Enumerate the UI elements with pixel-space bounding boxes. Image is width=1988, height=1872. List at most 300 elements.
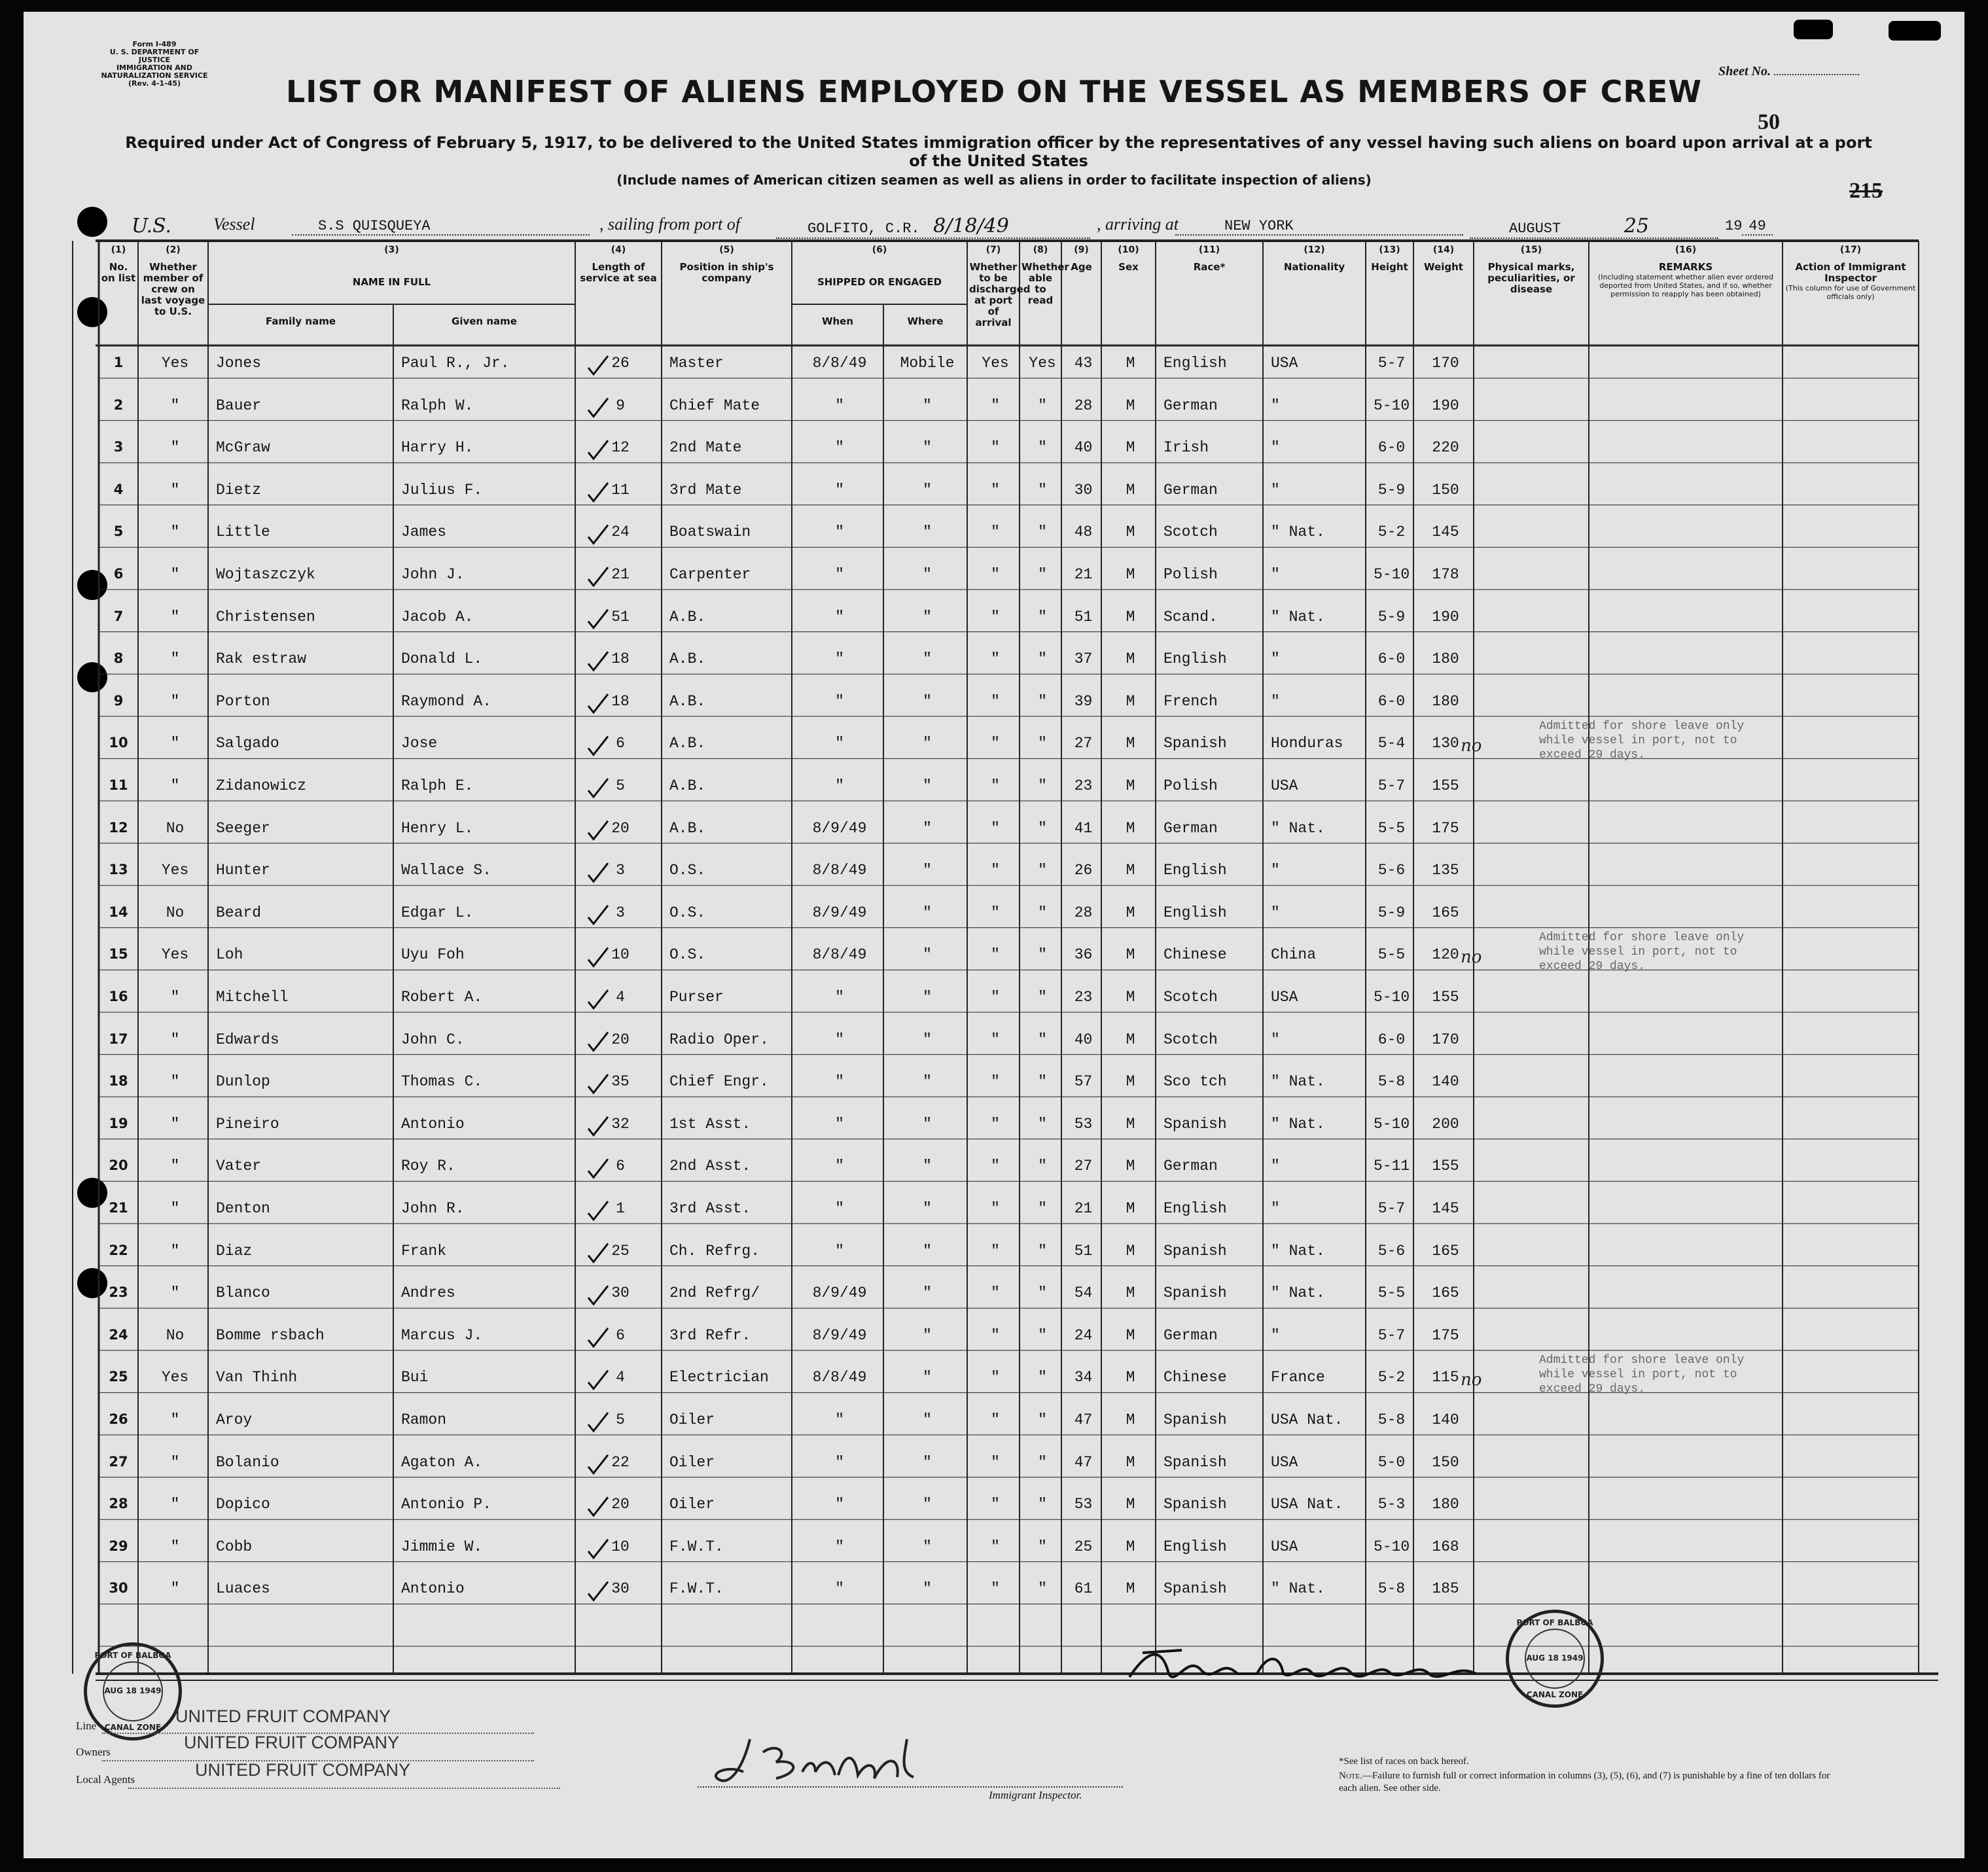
cell-family: Mitchell	[216, 989, 289, 1006]
cell-service: 18	[611, 650, 630, 668]
cell-read: "	[1038, 819, 1047, 837]
cell-race: Spanish	[1163, 1453, 1227, 1471]
cell-nationality: "	[1271, 481, 1280, 499]
cell-height: 5-9	[1377, 481, 1406, 499]
line-company: UNITED FRUIT COMPANY	[175, 1706, 391, 1726]
cell-read: "	[1038, 397, 1047, 414]
cell-weight: 115	[1432, 1369, 1459, 1386]
cell-position: Chief Mate	[669, 397, 760, 414]
cell-age: 24	[1074, 1326, 1093, 1344]
cell-voyage: "	[170, 1453, 180, 1471]
master-signature	[1123, 1641, 1489, 1693]
cell-position: A.B.	[669, 692, 706, 710]
cell-discharged: "	[991, 397, 1000, 414]
cell-sex: M	[1126, 946, 1135, 964]
cell-sex: M	[1126, 735, 1135, 752]
inspector-rule	[698, 1786, 1123, 1788]
cell-weight: 168	[1432, 1538, 1459, 1555]
cell-sex: M	[1126, 1411, 1135, 1428]
column-header: SHIPPED OR ENGAGED	[817, 276, 942, 288]
agents-company: UNITED FRUIT COMPANY	[195, 1760, 411, 1780]
cell-where: "	[923, 1031, 932, 1048]
cell-position: 1st Asst.	[669, 1115, 751, 1133]
year-prefix: 19	[1725, 218, 1743, 234]
cell-read: "	[1038, 650, 1047, 668]
cell-service: 10	[611, 946, 630, 964]
cell-weight: 150	[1432, 481, 1459, 499]
cell-family: Christensen	[216, 608, 315, 626]
cell-where: "	[923, 650, 932, 668]
cell-discharged: "	[991, 1200, 1000, 1217]
cell-when: 8/9/49	[812, 1326, 867, 1344]
cell-when: 8/8/49	[812, 1369, 867, 1386]
cell-weight: 200	[1432, 1115, 1459, 1133]
cell-height: 5-4	[1377, 735, 1406, 752]
cell-nationality: "	[1271, 862, 1280, 879]
cell-sex: M	[1126, 1284, 1135, 1302]
cell-age: 23	[1074, 989, 1093, 1006]
cell-read: "	[1038, 1115, 1047, 1133]
cell-family: Rak estraw	[216, 650, 307, 668]
cell-weight: 130	[1432, 735, 1459, 752]
remark-text: Admitted for shore leave only while vessel in port, not to exceed 29 days.	[1539, 720, 1745, 762]
cell-race: English	[1163, 355, 1227, 372]
cell-race: English	[1163, 650, 1227, 668]
cell-discharged: "	[991, 692, 1000, 710]
column-number: (7)	[985, 245, 1001, 255]
cell-given: Raymond A.	[401, 692, 492, 710]
cell-when: "	[835, 692, 844, 710]
cell-family: Jones	[216, 355, 262, 372]
cell-race: Polish	[1163, 566, 1218, 583]
cell-sex: M	[1126, 1073, 1135, 1091]
cell-read: "	[1038, 1496, 1047, 1513]
cell-position: Electrician	[669, 1369, 769, 1386]
cell-where: "	[923, 819, 932, 837]
cell-where: "	[923, 1326, 932, 1344]
cell-voyage: "	[170, 566, 180, 583]
cell-service: 9	[616, 397, 625, 414]
cell-family: Hunter	[216, 862, 270, 879]
cell-position: O.S.	[669, 862, 706, 879]
cell-sex: M	[1126, 904, 1135, 921]
cell-voyage: No	[166, 1326, 185, 1344]
cell-position: F.W.T.	[669, 1580, 724, 1598]
cell-voyage: Yes	[161, 946, 189, 964]
cell-race: Spanish	[1163, 1115, 1227, 1133]
cell-where: "	[923, 1242, 932, 1260]
cell-discharged: "	[991, 1284, 1000, 1302]
cell-service: 10	[611, 1538, 630, 1555]
cell-service: 30	[611, 1580, 630, 1598]
cell-read: "	[1038, 1284, 1047, 1302]
cell-race: Spanish	[1163, 1411, 1227, 1428]
column-header-note: (Including statement whether alien ever ordered deported from United States, and if so, whether permission to reapply has been obtained)	[1597, 273, 1773, 298]
cell-when: "	[835, 397, 844, 414]
cell-family: Luaces	[216, 1580, 270, 1598]
cell-nationality: "	[1271, 904, 1280, 921]
year-suffix: 49	[1742, 218, 1772, 236]
cell-service: 18	[611, 692, 630, 710]
cell-where: "	[923, 397, 932, 414]
cell-sex: M	[1126, 566, 1135, 583]
cell-sex: M	[1126, 439, 1135, 457]
cell-nationality: USA Nat.	[1271, 1411, 1343, 1428]
column-header: Nationality	[1283, 261, 1345, 273]
service-name: IMMIGRATION AND NATURALIZATION SERVICE	[101, 63, 208, 80]
cell-weight: 140	[1432, 1411, 1459, 1428]
cell-where: "	[923, 566, 932, 583]
row-number: 28	[109, 1496, 128, 1512]
column-number: (15)	[1520, 245, 1542, 255]
cell-height: 5-8	[1377, 1073, 1406, 1091]
cell-sex: M	[1126, 397, 1135, 414]
cell-given: Bui	[401, 1369, 429, 1386]
cell-nationality: "	[1271, 692, 1280, 710]
cell-read: "	[1038, 608, 1047, 626]
cell-when: "	[835, 1031, 844, 1048]
cell-read: "	[1038, 566, 1047, 583]
cell-nationality: "	[1271, 397, 1280, 414]
cell-height: 5-6	[1377, 1242, 1406, 1260]
arriving-label: , arriving at	[1097, 215, 1179, 234]
cell-discharged: "	[991, 1157, 1000, 1175]
cell-given: Uyu Foh	[401, 946, 465, 964]
cell-read: Yes	[1029, 355, 1056, 372]
cell-service: 22	[611, 1453, 630, 1471]
cell-sex: M	[1126, 989, 1135, 1006]
cell-height: 5-7	[1377, 1326, 1406, 1344]
cell-service: 6	[616, 735, 625, 752]
cell-nationality: " Nat.	[1271, 1073, 1325, 1091]
cell-family: Seeger	[216, 819, 270, 837]
column-number: (2)	[166, 245, 181, 255]
cell-weight: 165	[1432, 1284, 1459, 1302]
cell-where: "	[923, 1115, 932, 1133]
sheet-number: 50	[1758, 110, 1780, 134]
manifest-document	[24, 12, 1964, 1858]
cell-read: "	[1038, 989, 1047, 1006]
cell-sex: M	[1126, 1242, 1135, 1260]
cell-given: Andres	[401, 1284, 455, 1302]
cell-family: Cobb	[216, 1538, 253, 1555]
row-number: 29	[109, 1538, 128, 1554]
cell-when: "	[835, 608, 844, 626]
cell-family: Aroy	[216, 1411, 253, 1428]
cell-weight: 170	[1432, 355, 1459, 372]
cell-sex: M	[1126, 481, 1135, 499]
cell-read: "	[1038, 1538, 1047, 1555]
cell-read: "	[1038, 1157, 1047, 1175]
cell-when: "	[835, 566, 844, 583]
cell-age: 40	[1074, 439, 1093, 457]
column-number: (16)	[1675, 245, 1697, 255]
cell-voyage: "	[170, 1284, 180, 1302]
cell-read: "	[1038, 1200, 1047, 1217]
cell-discharged: "	[991, 1453, 1000, 1471]
cell-family: Loh	[216, 946, 243, 964]
cell-read: "	[1038, 523, 1047, 541]
cell-race: German	[1163, 1157, 1218, 1175]
cell-position: 2nd Refrg/	[669, 1284, 760, 1302]
cell-service: 20	[611, 1031, 630, 1048]
cell-race: Irish	[1163, 439, 1209, 457]
cell-weight: 180	[1432, 692, 1459, 710]
cell-discharged: "	[991, 1115, 1000, 1133]
cell-family: Dopico	[216, 1496, 270, 1513]
cell-voyage: "	[170, 777, 180, 794]
cell-given: Antonio	[401, 1580, 465, 1598]
cell-when: "	[835, 1157, 844, 1175]
cell-when: "	[835, 1411, 844, 1428]
cell-where: "	[923, 692, 932, 710]
cell-position: Ch. Refrg.	[669, 1242, 760, 1260]
cell-given: Agaton A.	[401, 1453, 483, 1471]
cell-read: "	[1038, 1242, 1047, 1260]
row-number: 24	[109, 1326, 128, 1343]
cell-weight: 190	[1432, 397, 1459, 414]
revision: (Rev. 4-1-45)	[128, 79, 181, 88]
cell-position: Boatswain	[669, 523, 751, 541]
column-header: Whether member of crew on last voyage to U.S.	[141, 261, 205, 317]
cell-age: 47	[1074, 1453, 1093, 1471]
cell-weight: 178	[1432, 566, 1459, 583]
cell-service: 1	[616, 1200, 625, 1217]
remark-text: Admitted for shore leave only while vessel in port, not to exceed 29 days.	[1539, 1354, 1745, 1396]
cell-where: "	[923, 1157, 932, 1175]
cell-discharged: "	[991, 1496, 1000, 1513]
cell-weight: 180	[1432, 1496, 1459, 1513]
cell-given: Ralph W.	[401, 397, 474, 414]
cell-age: 21	[1074, 566, 1093, 583]
cell-where: Mobile	[900, 355, 955, 372]
cell-age: 51	[1074, 608, 1093, 626]
cell-age: 53	[1074, 1496, 1093, 1513]
cell-position: A.B.	[669, 819, 706, 837]
cell-position: F.W.T.	[669, 1538, 724, 1555]
port-balboa-stamp-right: PORT OF BALBOA AUG 18 1949 CANAL ZONE	[1506, 1610, 1604, 1708]
cell-where: "	[923, 1369, 932, 1386]
cell-where: "	[923, 1073, 932, 1091]
cell-weight: 155	[1432, 1157, 1459, 1175]
cell-race: Chinese	[1163, 946, 1227, 964]
cell-discharged: "	[991, 946, 1000, 964]
cell-discharged: "	[991, 1031, 1000, 1048]
cell-when: "	[835, 523, 844, 541]
cell-voyage: Yes	[161, 1369, 189, 1386]
cell-service: 20	[611, 819, 630, 837]
owners-label: Owners	[76, 1746, 111, 1758]
cell-nationality: USA	[1271, 989, 1298, 1006]
cell-given: Ralph E.	[401, 777, 474, 794]
cell-weight: 140	[1432, 1073, 1459, 1091]
cell-race: Scotch	[1163, 989, 1218, 1006]
cell-voyage: "	[170, 608, 180, 626]
cell-race: English	[1163, 862, 1227, 879]
cell-service: 3	[616, 862, 625, 879]
row-number: 5	[113, 523, 124, 540]
cell-given: Edgar L.	[401, 904, 474, 921]
cell-sex: M	[1126, 1453, 1135, 1471]
cell-service: 3	[616, 904, 625, 921]
cell-age: 41	[1074, 819, 1093, 837]
row-number: 23	[109, 1284, 128, 1301]
cell-position: 2nd Asst.	[669, 1157, 751, 1175]
cell-position: 2nd Mate	[669, 439, 742, 457]
cell-where: "	[923, 1411, 932, 1428]
cell-weight: 155	[1432, 777, 1459, 794]
cell-discharged: "	[991, 904, 1000, 921]
cell-weight: 170	[1432, 1031, 1459, 1048]
cell-age: 43	[1074, 355, 1093, 372]
cell-when: "	[835, 1453, 844, 1471]
cell-service: 11	[611, 481, 630, 499]
cell-discharged: "	[991, 1369, 1000, 1386]
cell-where: "	[923, 523, 932, 541]
cell-service: 4	[616, 1369, 625, 1386]
cell-when: 8/9/49	[812, 904, 867, 921]
cell-family: Denton	[216, 1200, 270, 1217]
cell-height: 5-6	[1377, 862, 1406, 879]
cell-read: "	[1038, 777, 1047, 794]
cell-position: Carpenter	[669, 566, 751, 583]
cell-service: 6	[616, 1157, 625, 1175]
cell-weight: 120	[1432, 946, 1459, 964]
cell-race: Spanish	[1163, 1242, 1227, 1260]
cell-nationality: " Nat.	[1271, 1115, 1325, 1133]
footer-rule	[102, 1733, 534, 1734]
cell-discharged: "	[991, 819, 1000, 837]
department: U. S. DEPARTMENT OF JUSTICE	[109, 48, 200, 64]
cell-discharged: "	[991, 1538, 1000, 1555]
column-header: Physical marks, peculiarities, or disease	[1487, 261, 1575, 295]
cell-sex: M	[1126, 523, 1135, 541]
cell-read: "	[1038, 1580, 1047, 1598]
cell-voyage: "	[170, 397, 180, 414]
cell-height: 6-0	[1377, 1031, 1406, 1048]
cell-weight: 135	[1432, 862, 1459, 879]
cell-race: Scotch	[1163, 523, 1218, 541]
cell-age: 37	[1074, 650, 1093, 668]
cell-race: Scand.	[1163, 608, 1218, 626]
cell-when: 8/8/49	[812, 862, 867, 879]
cell-discharged: "	[991, 1326, 1000, 1344]
cell-age: 48	[1074, 523, 1093, 541]
cell-read: "	[1038, 904, 1047, 921]
cell-given: Harry H.	[401, 439, 474, 457]
cell-sex: M	[1126, 355, 1135, 372]
cell-race: German	[1163, 819, 1218, 837]
cell-nationality: " Nat.	[1271, 608, 1325, 626]
cell-voyage: "	[170, 1242, 180, 1260]
cell-height: 5-0	[1377, 1453, 1406, 1471]
cell-race: Polish	[1163, 777, 1218, 794]
cell-when: "	[835, 1538, 844, 1555]
footer-rule	[128, 1788, 560, 1789]
cell-position: Master	[669, 355, 724, 372]
cell-where: "	[923, 439, 932, 457]
cell-race: Chinese	[1163, 1369, 1227, 1386]
cell-voyage: "	[170, 1538, 180, 1555]
cell-family: Dietz	[216, 481, 262, 499]
row-number: 11	[109, 777, 128, 793]
cell-age: 34	[1074, 1369, 1093, 1386]
inclusion-note: (Include names of American citizen seamen as well as aliens in order to facilitate inspection of aliens)	[616, 172, 1372, 188]
cell-given: Paul R., Jr.	[401, 355, 510, 372]
cell-race: German	[1163, 1326, 1218, 1344]
cell-family: Pineiro	[216, 1115, 279, 1133]
cell-sex: M	[1126, 1115, 1135, 1133]
cell-where: "	[923, 735, 932, 752]
document-title: LIST OR MANIFEST OF ALIENS EMPLOYED ON THE VESSEL AS MEMBERS OF CREW	[285, 74, 1702, 109]
cell-where: "	[923, 1538, 932, 1555]
cell-where: "	[923, 1284, 932, 1302]
cell-weight: 165	[1432, 1242, 1459, 1260]
cell-family: Bomme rsbach	[216, 1326, 325, 1344]
cell-given: Jacob A.	[401, 608, 474, 626]
cell-discharged: "	[991, 608, 1000, 626]
cell-height: 5-10	[1374, 1538, 1410, 1555]
cell-race: German	[1163, 397, 1218, 414]
cell-race: Spanish	[1163, 1580, 1227, 1598]
cell-discharged: "	[991, 777, 1000, 794]
cell-age: 47	[1074, 1411, 1093, 1428]
cell-read: "	[1038, 1073, 1047, 1091]
cell-position: Oiler	[669, 1453, 715, 1471]
cell-service: 32	[611, 1115, 630, 1133]
cell-weight: 175	[1432, 819, 1459, 837]
column-number: (10)	[1118, 245, 1139, 255]
sailing-date: 8/18/49	[933, 215, 1009, 238]
cell-age: 54	[1074, 1284, 1093, 1302]
cell-age: 28	[1074, 397, 1093, 414]
row-number: 26	[109, 1411, 128, 1427]
remark-text: Admitted for shore leave only while vessel in port, not to exceed 29 days.	[1539, 931, 1745, 974]
cell-given: Thomas C.	[401, 1073, 483, 1091]
column-header: Race*	[1193, 261, 1226, 273]
cell-voyage: No	[166, 904, 185, 921]
row-number: 2	[113, 397, 124, 413]
cell-given: Roy R.	[401, 1157, 455, 1175]
cell-where: "	[923, 608, 932, 626]
cell-position: Radio Oper.	[669, 1031, 769, 1048]
cell-height: 5-7	[1377, 1200, 1406, 1217]
cell-service: 5	[616, 1411, 625, 1428]
cell-when: "	[835, 1073, 844, 1091]
cell-service: 21	[611, 566, 630, 583]
cell-position: O.S.	[669, 904, 706, 921]
column-number: (17)	[1839, 245, 1862, 255]
cell-position: Oiler	[669, 1411, 715, 1428]
cell-age: 25	[1074, 1538, 1093, 1555]
cell-where: "	[923, 862, 932, 879]
requirement-text: Required under Act of Congress of February 5, 1917, to be delivered to the United States immigration officer by the representatives of any vessel having such aliens on board upon arrival at a port of the United States	[125, 133, 1872, 170]
port-balboa-stamp-left: PORT OF BALBOA AUG 18 1949 CANAL ZONE	[84, 1642, 182, 1740]
column-header: Action of Immigrant Inspector (This column for use of Government officials only)	[1785, 261, 1916, 301]
cell-read: "	[1038, 1369, 1047, 1386]
cell-race: Spanish	[1163, 1496, 1227, 1513]
cell-given: Antonio P.	[401, 1496, 492, 1513]
cell-height: 6-0	[1377, 692, 1406, 710]
cell-weight: 145	[1432, 523, 1459, 541]
cell-discharged: "	[991, 566, 1000, 583]
cell-given: Julius F.	[401, 481, 483, 499]
column-number: (8)	[1033, 245, 1048, 255]
cell-age: 26	[1074, 862, 1093, 879]
cell-nationality: " Nat.	[1271, 1284, 1325, 1302]
cell-nationality: China	[1271, 946, 1317, 964]
cell-when: "	[835, 989, 844, 1006]
